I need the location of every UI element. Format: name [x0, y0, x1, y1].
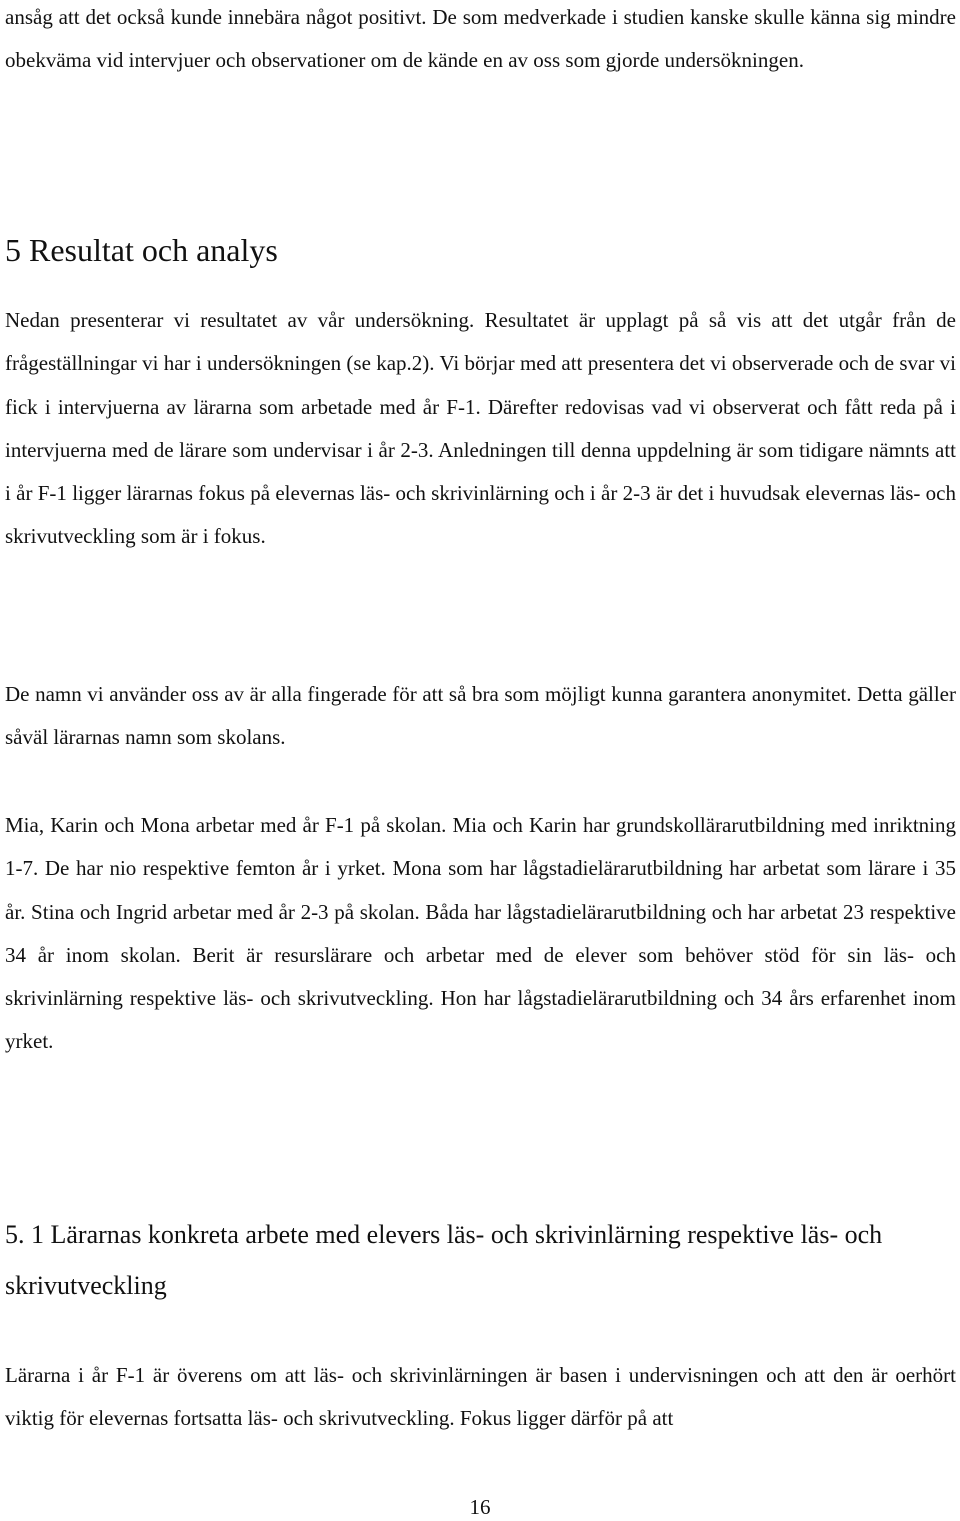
body-paragraph-2: De namn vi använder oss av är alla fingerade för att så bra som möjligt kunna garantera anonymitet. Detta gäller såväl lärarnas namn som skolans.	[5, 682, 956, 750]
body-paragraph-4: Lärarna i år F-1 är överens om att läs- och skrivinlärningen är basen i undervisningen och att den är oerhört viktig för elevernas fortsatta läs- och skrivutveckling. Fokus ligger därför på att	[5, 1363, 956, 1431]
section-heading: 5 Resultat och analys	[5, 232, 278, 268]
body-paragraph-3: Mia, Karin och Mona arbetar med år F-1 på skolan. Mia och Karin har grundskollärarutbildning med inriktning 1-7. De har nio respektive femton år i yrket. Mona som har lågstadielärarutbildning har arbetat som lärare i 35 år. Stina och Ingrid arbetar med år 2-3 på skolan. Båda har lågstadielärarutbildning och har arbetat 23 respektive 34 år inom skolan. Berit är resurslärare och arbetar med de elever som behöver stöd för sin läs- och skrivinlärning respektive läs- och skrivutveckling. Hon har lågstadielärarutbildning och 34 års erfarenhet inom yrket.	[5, 813, 956, 1054]
lead-paragraph: ansåg att det också kunde innebära något positivt. De som medverkade i studien kanske skulle känna sig mindre obekväma vid intervjuer och observationer om de kände en av oss som gjorde undersökningen.	[5, 5, 956, 73]
page-number: 16	[469, 1495, 491, 1519]
body-paragraph-1: Nedan presenterar vi resultatet av vår undersökning. Resultatet är upplagt på så vis att det utgår från de frågeställningar vi har i undersökningen (se kap.2). Vi börjar med att presentera det vi observerade och de svar vi fick i intervjuerna av lärarna som arbetade med år F-1. Därefter redovisas vad vi observerat och fått reda på i intervjuerna med de lärare som undervisar i år 2-3. Anledningen till denna uppdelning är som tidigare nämnts att i år F-1 ligger lärarnas fokus på elevernas läs- och skrivinlärning och i år 2-3 är det i huvudsak elevernas läs- och skrivutveckling som är i fokus.	[5, 308, 956, 549]
subsection-heading: 5. 1 Lärarnas konkreta arbete med elevers läs- och skrivinlärning respektive läs- och skrivutveckling	[5, 1220, 883, 1300]
